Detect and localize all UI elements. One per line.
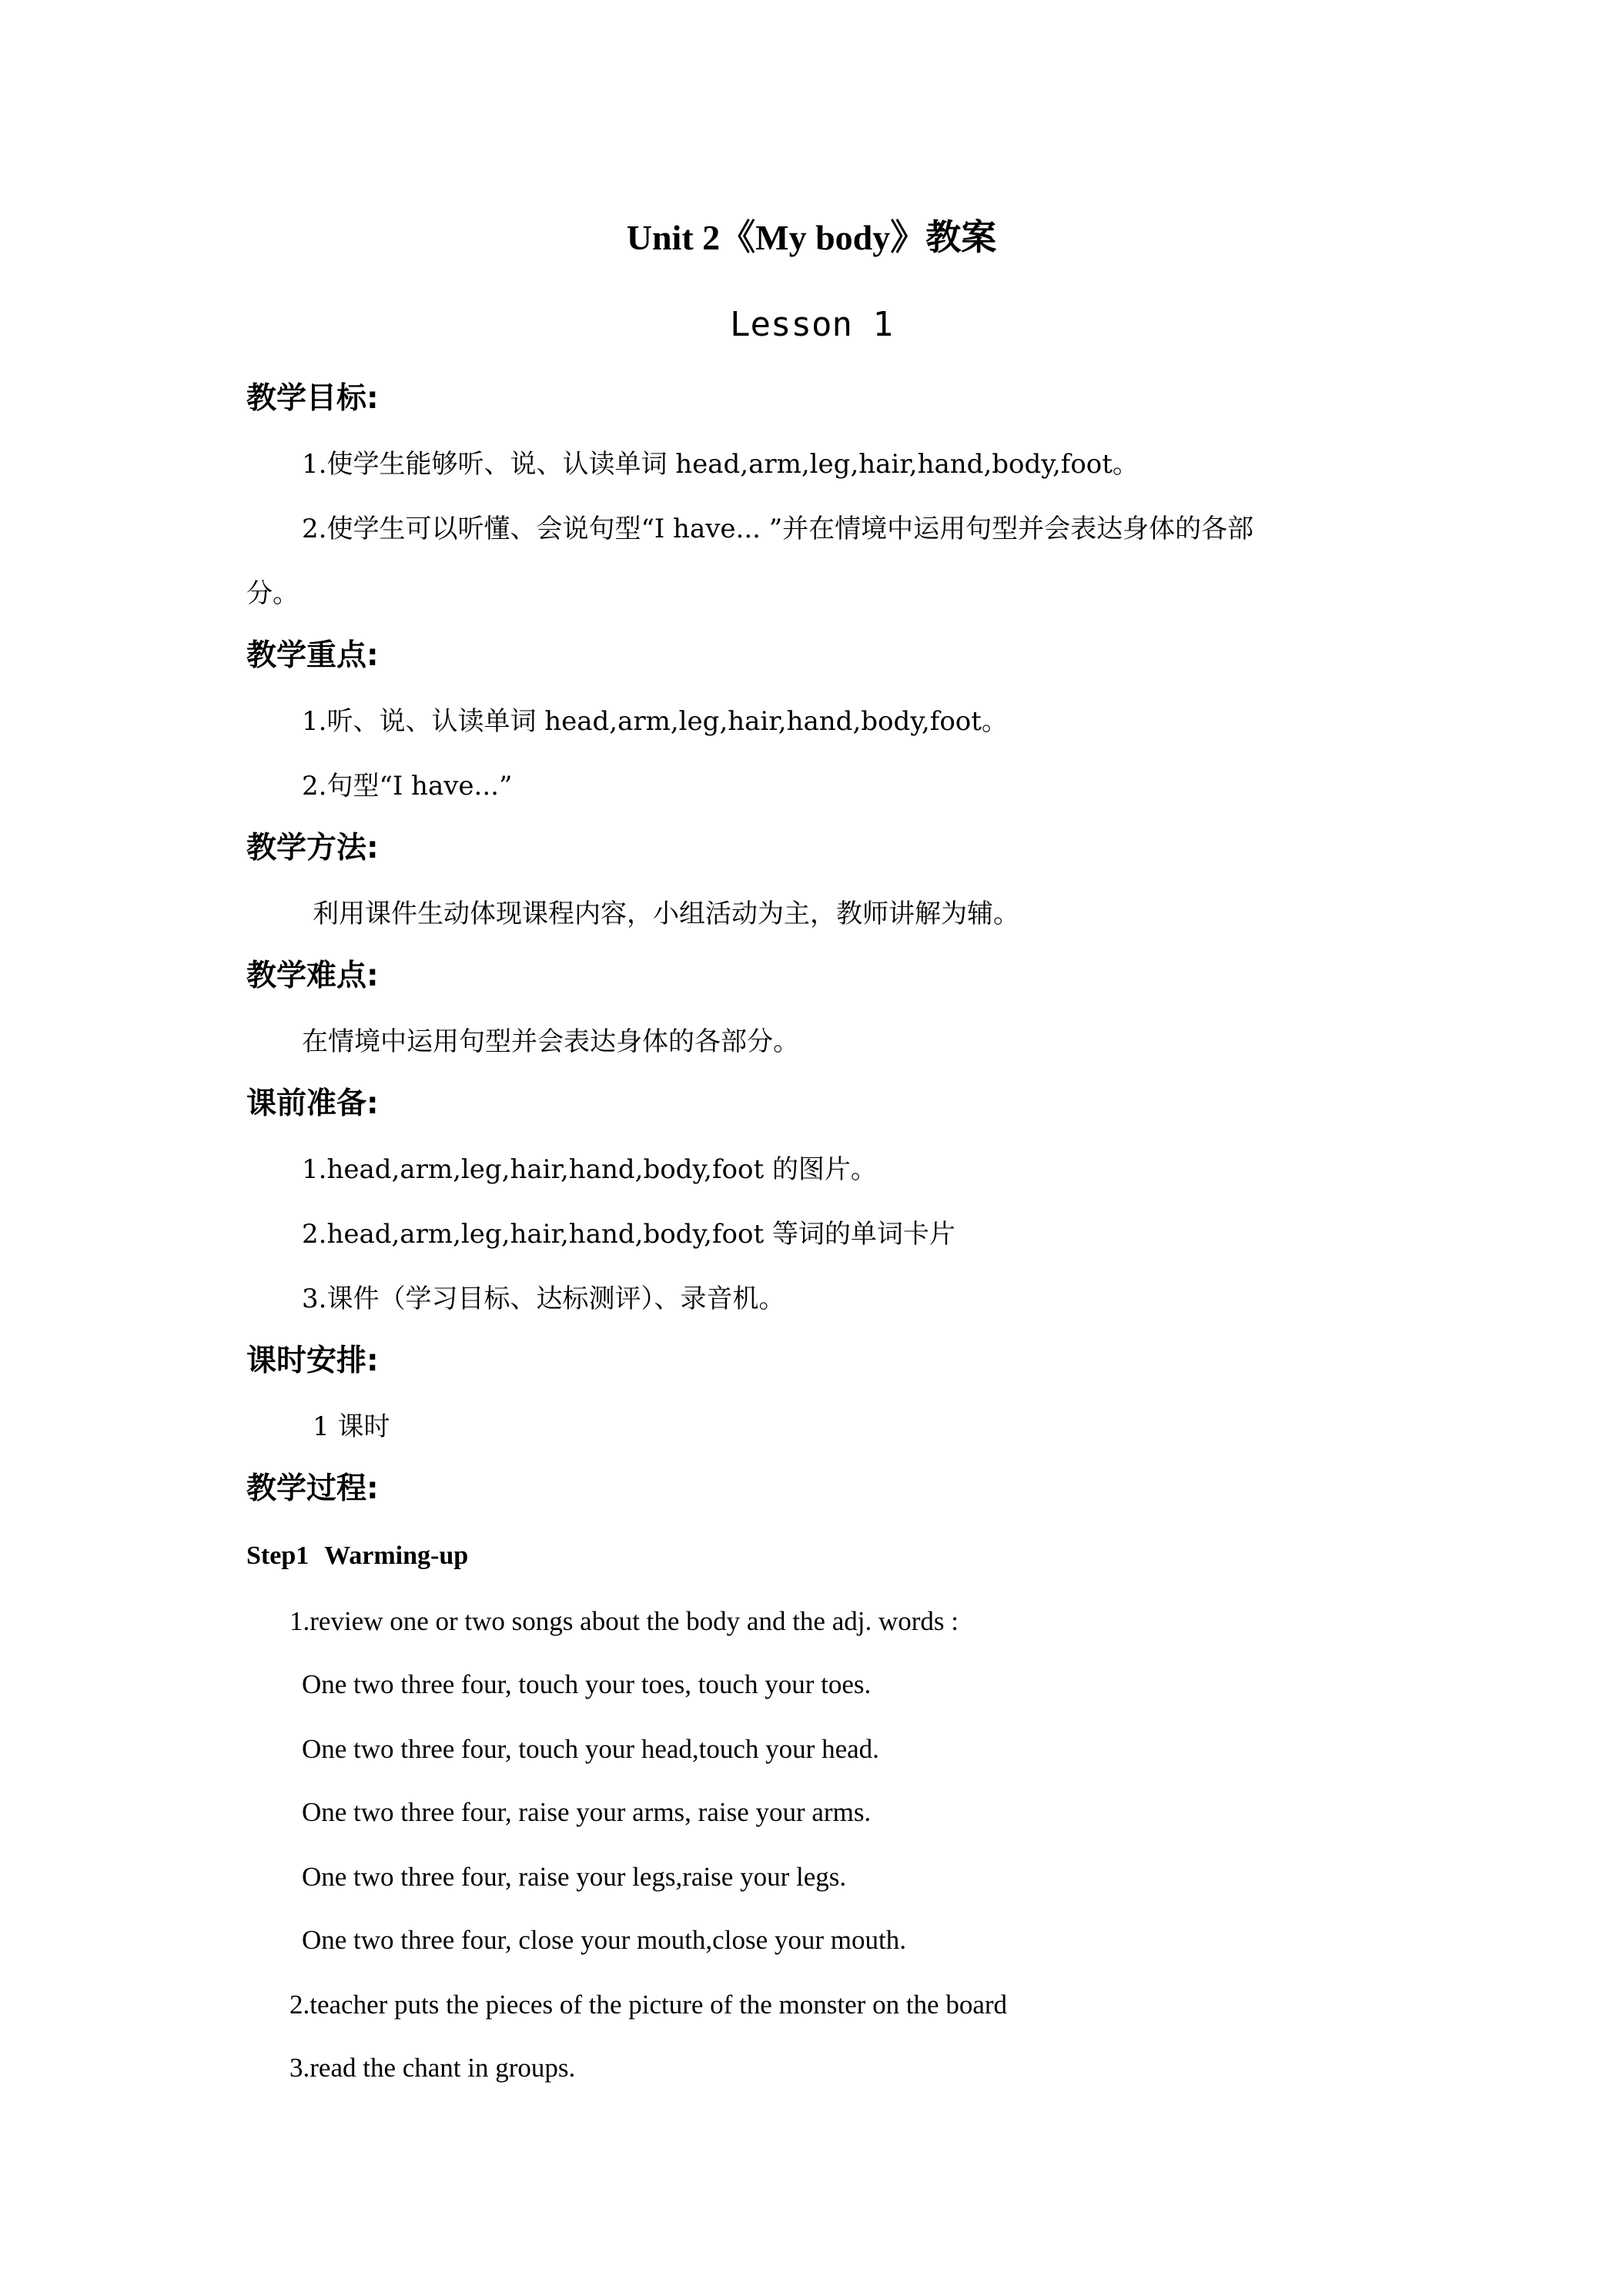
difficulty-text: 在情境中运用句型并会表达身体的各部分。 — [302, 1026, 799, 1057]
step1-line-3: 3.read the chant in groups. — [289, 2053, 576, 2083]
step1-line-2: 2.teacher puts the pieces of the picture of the monster on the board — [289, 1990, 1008, 2020]
preparation-item-3: 3.课件（学习目标、达标测评）、录音机。 — [302, 1284, 785, 1314]
method-text: 利用课件生动体现课程内容，小组活动为主，教师讲解为辅。 — [313, 899, 1019, 929]
preparation-item-2: 2.head,arm,leg,hair,hand,body,foot 等词的单词卡片 — [302, 1219, 955, 1250]
song-line-1: One two three four, touch your toes, touch your toes. — [302, 1669, 872, 1699]
preparation-item-1: 1.head,arm,leg,hair,hand,body,foot 的图片。 — [302, 1154, 877, 1185]
objective-item-1: 1.使学生能够听、说、认读单词 head,arm,leg,hair,hand,body,foot。 — [302, 449, 1139, 480]
objective-item-2: 2.使学生可以听懂、会说句型“I have... ”并在情境中运用句型并会表达身体的各部 — [302, 514, 1254, 544]
key-point-item-1: 1.听、说、认读单词 head,arm,leg,hair,hand,body,foot。 — [302, 706, 1008, 737]
song-line-3: One two three four, raise your arms, raise your arms. — [302, 1797, 872, 1827]
document-title: Unit 2《My body》教案 — [626, 218, 997, 257]
section-heading-difficulties: 教学难点: — [246, 959, 379, 993]
song-line-2: One two three four, touch your head,touch your head. — [302, 1734, 879, 1764]
section-heading-key-points: 教学重点: — [246, 638, 379, 673]
schedule-text: 1 课时 — [313, 1411, 390, 1442]
objective-item-2-continued: 分。 — [246, 578, 299, 609]
section-heading-preparation: 课前准备: — [246, 1086, 379, 1121]
key-point-item-2: 2.句型“I have...” — [302, 771, 513, 802]
lesson-subtitle: Lesson 1 — [730, 305, 893, 344]
step1-title: Step1 Warming-up — [246, 1541, 469, 1570]
section-heading-objectives: 教学目标: — [246, 381, 379, 416]
section-heading-methods: 教学方法: — [246, 831, 379, 865]
song-line-4: One two three four, raise your legs,raise your legs. — [302, 1862, 847, 1892]
section-heading-process: 教学过程: — [246, 1471, 379, 1506]
step1-line-1: 1.review one or two songs about the body and the adj. words : — [289, 1606, 959, 1636]
song-line-5: One two three four, close your mouth,close your mouth. — [302, 1925, 906, 1955]
section-heading-schedule: 课时安排: — [246, 1344, 379, 1378]
